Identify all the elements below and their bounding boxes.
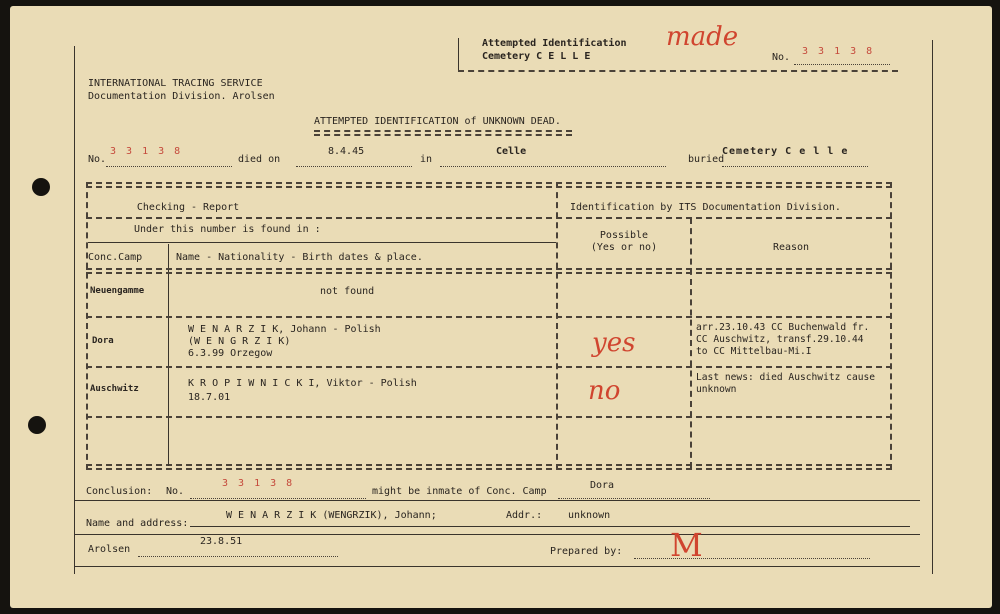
col-divider-camp (168, 244, 169, 466)
conclusion-label: Conclusion: (86, 486, 153, 497)
buried-dots (722, 166, 868, 167)
row-camp: Auschwitz (90, 384, 139, 394)
table-top-2 (86, 186, 892, 188)
died-on-label: died on (238, 154, 281, 165)
table-bottom (86, 464, 892, 466)
footer-place-label: Arolsen (88, 544, 131, 555)
page-title: ATTEMPTED IDENTIFICATION of UNKNOWN DEAD. (314, 116, 561, 127)
prepared-by-label: Prepared by: (550, 546, 623, 557)
right-margin-line (932, 40, 933, 574)
row-name-line1: not found (320, 286, 375, 297)
in-value: Celle (496, 146, 527, 157)
stamp-line-2: Cemetery C E L L E (482, 51, 591, 62)
in-label: in (420, 154, 433, 165)
punch-hole-top (32, 178, 50, 196)
row-sep-1 (86, 316, 892, 318)
row-camp: Neuengamme (90, 286, 145, 296)
name-address-rule (190, 526, 910, 527)
name-address-bottom-rule (74, 534, 920, 535)
table-divider-main (556, 182, 558, 470)
row-name-line1: K R O P I W N I C K I, Viktor - Polish (188, 378, 417, 389)
prepared-by-initials: M (670, 526, 703, 564)
died-on-dots (296, 166, 412, 167)
stamp-box-bottom (458, 70, 898, 72)
document-card (10, 6, 992, 608)
row-reason-line1: arr.23.10.43 CC Buchenwald fr. (696, 322, 870, 333)
conclusion-no-label: No. (166, 486, 185, 497)
row-reason-line1: Last news: died Auschwitz cause (696, 372, 876, 383)
row-camp: Dora (92, 336, 114, 346)
row-name-line1: W E N A R Z I K, Johann - Polish (188, 324, 381, 335)
row-name-line2: (W E N G R Z I K) (188, 336, 291, 347)
buried-label: buried (688, 154, 725, 165)
stamp-line-1: Attempted Identification (482, 38, 627, 49)
punch-hole-bottom (28, 416, 46, 434)
header-no-label: No. (772, 52, 791, 63)
header-no-value: 3 3 1 3 8 (802, 46, 875, 57)
conclusion-no-dots (190, 498, 366, 499)
header-sep-1 (86, 217, 892, 219)
title-underline-2 (314, 134, 572, 136)
org-line-1: INTERNATIONAL TRACING SERVICE (88, 78, 263, 89)
header-sep-3 (86, 272, 892, 274)
row-reason-line3: to CC Mittelbau-Mi.I (696, 346, 812, 357)
col-divider-reason (690, 218, 692, 468)
title-underline-1 (314, 130, 572, 132)
org-line-2: Documentation Division. Arolsen (88, 91, 275, 102)
row-sep-2 (86, 366, 892, 368)
ident-header: Identification by ITS Documentation Division. (570, 202, 841, 213)
table-bottom-2 (86, 468, 892, 470)
header-sep-2 (86, 268, 892, 270)
died-on-value: 8.4.45 (328, 146, 365, 157)
row-reason-line2: unknown (696, 384, 737, 395)
conclusion-camp-dots (558, 498, 710, 499)
footer-rule (74, 566, 920, 567)
col-name-header: Name - Nationality - Birth dates & place. (176, 252, 423, 263)
handwritten-mark: made (666, 22, 739, 52)
col-reason-header: Reason (772, 242, 810, 253)
conclusion-rule (74, 500, 920, 501)
intro-no-label: No. (88, 154, 107, 165)
conclusion-camp-value: Dora (590, 480, 615, 491)
row-name-line3: 6.3.99 Orzegow (188, 348, 273, 359)
row-possible-handwritten: yes (592, 328, 636, 358)
row-reason-line2: CC Auschwitz, transf.29.10.44 (696, 334, 864, 345)
found-in-header: Under this number is found in : (134, 224, 321, 235)
left-margin-line (74, 46, 75, 574)
footer-date-value: 23.8.51 (200, 536, 243, 547)
intro-no-value: 3 3 1 3 8 (110, 146, 183, 157)
header-no-dots (794, 64, 890, 65)
col-camp-header: Conc.Camp (88, 252, 143, 263)
intro-no-dots (106, 166, 232, 167)
stamp-box-left (458, 38, 459, 70)
name-address-value: W E N A R Z I K (WENGRZIK), Johann; (226, 510, 437, 521)
table-right (890, 182, 892, 470)
row-sep-3 (86, 416, 892, 418)
footer-date-dots (138, 556, 338, 557)
row-name-line2: 18.7.01 (188, 392, 231, 403)
addr-label: Addr.: (506, 510, 543, 521)
addr-value: unknown (568, 510, 611, 521)
checking-header: Checking - Report (136, 202, 240, 213)
buried-value: Cemetery C e l l e (722, 146, 849, 157)
row-possible-handwritten: no (588, 376, 621, 406)
name-address-label: Name and address: (86, 518, 189, 529)
col-possible-header-2: (Yes or no) (590, 242, 658, 253)
in-dots (440, 166, 666, 167)
col-possible-header-1: Possible (599, 230, 649, 241)
conclusion-middle-text: might be inmate of Conc. Camp (372, 486, 547, 497)
conclusion-no-value: 3 3 1 3 8 (222, 478, 295, 489)
table-left (86, 182, 88, 470)
table-top (86, 182, 892, 184)
found-in-line (88, 242, 556, 243)
